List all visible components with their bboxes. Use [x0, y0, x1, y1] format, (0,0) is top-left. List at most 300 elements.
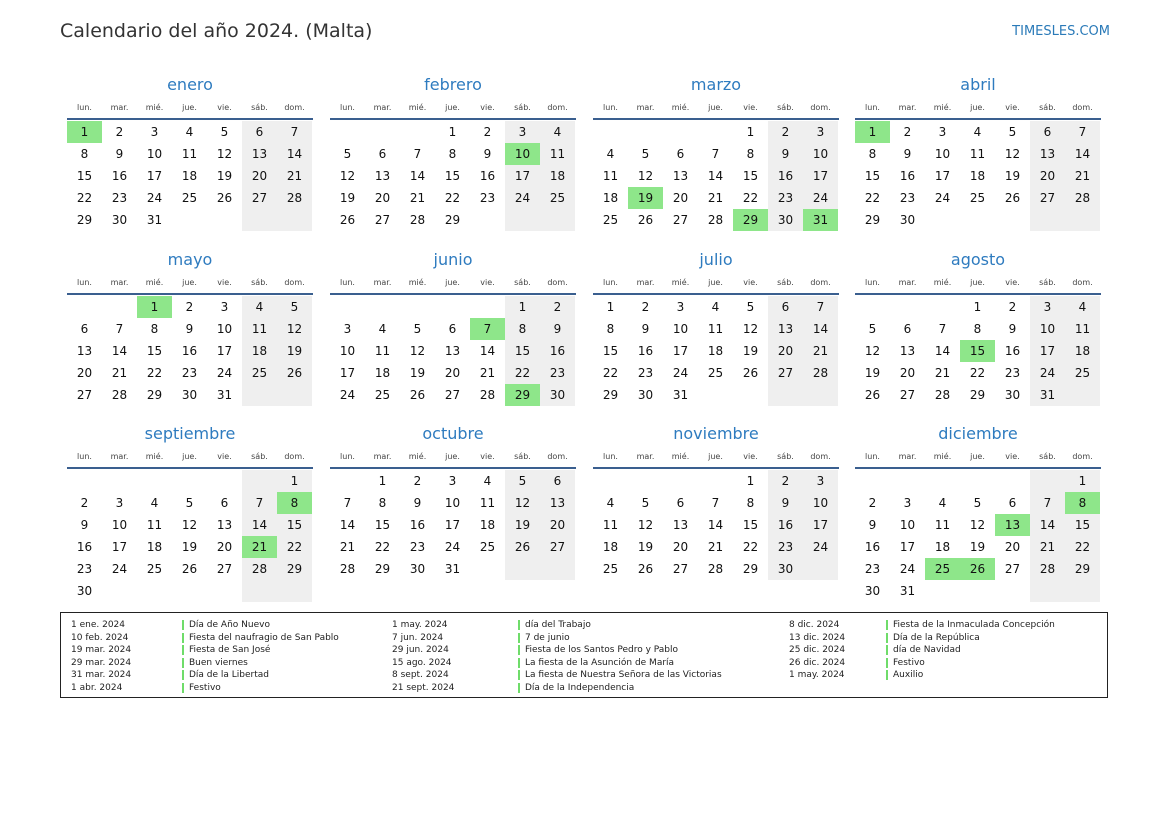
day-cell[interactable]: 9: [540, 318, 575, 340]
day-cell[interactable]: 25: [707, 366, 724, 380]
day-cell[interactable]: 5: [641, 147, 650, 161]
day-cell[interactable]: 14: [1065, 143, 1100, 165]
day-cell[interactable]: 11: [707, 322, 724, 336]
day-cell[interactable]: 6: [903, 322, 912, 336]
day-cell[interactable]: 10: [444, 496, 461, 510]
day-cell[interactable]: 4: [185, 125, 194, 139]
day-cell[interactable]: 22: [374, 540, 391, 554]
day-cell[interactable]: 17: [111, 540, 128, 554]
day-cell[interactable]: 22: [1065, 536, 1100, 558]
day-cell[interactable]: 18: [146, 540, 163, 554]
day-cell[interactable]: 27: [768, 362, 803, 384]
day-cell[interactable]: 6: [220, 496, 229, 510]
day-cell[interactable]: 2: [868, 496, 877, 510]
day-cell[interactable]: 8: [150, 322, 159, 336]
day-cell[interactable]: 23: [768, 187, 803, 209]
day-cell[interactable]: 25: [602, 562, 619, 576]
day-cell[interactable]: 17: [803, 514, 838, 536]
day-cell[interactable]: 12: [1004, 147, 1021, 161]
day-cell[interactable]: 7: [343, 496, 352, 510]
day-cell[interactable]: 13: [76, 344, 93, 358]
day-cell[interactable]: 27: [1004, 562, 1021, 576]
day-cell[interactable]: 6: [378, 147, 387, 161]
day-cell[interactable]: 8: [378, 496, 387, 510]
day-cell[interactable]: 29: [277, 558, 312, 580]
day-cell[interactable]: 8: [746, 147, 755, 161]
day-cell[interactable]: 2: [903, 125, 912, 139]
day-cell[interactable]: 13: [444, 344, 461, 358]
day-cell[interactable]: 6: [448, 322, 457, 336]
day-cell[interactable]: 27: [672, 562, 689, 576]
day-cell[interactable]: 7: [711, 147, 720, 161]
day-cell[interactable]: 28: [934, 388, 951, 402]
holiday-day-cell[interactable]: 21: [242, 536, 277, 558]
day-cell[interactable]: 30: [768, 209, 803, 231]
day-cell[interactable]: 24: [216, 366, 233, 380]
day-cell[interactable]: 3: [903, 496, 912, 510]
day-cell[interactable]: 23: [540, 362, 575, 384]
day-cell[interactable]: 2: [413, 474, 422, 488]
day-cell[interactable]: 29: [444, 213, 461, 227]
day-cell[interactable]: 12: [505, 492, 540, 514]
day-cell[interactable]: 22: [505, 362, 540, 384]
day-cell[interactable]: 17: [803, 165, 838, 187]
holiday-day-cell[interactable]: 8: [277, 492, 312, 514]
day-cell[interactable]: 3: [448, 474, 457, 488]
day-cell[interactable]: 23: [864, 562, 881, 576]
day-cell[interactable]: 10: [216, 322, 233, 336]
day-cell[interactable]: 2: [483, 125, 492, 139]
day-cell[interactable]: 30: [76, 584, 93, 598]
day-cell[interactable]: 28: [277, 187, 312, 209]
day-cell[interactable]: 30: [1004, 388, 1021, 402]
day-cell[interactable]: 15: [277, 514, 312, 536]
day-cell[interactable]: 13: [374, 169, 391, 183]
day-cell[interactable]: 25: [1065, 362, 1100, 384]
day-cell[interactable]: 7: [1030, 492, 1065, 514]
day-cell[interactable]: 16: [540, 340, 575, 362]
holiday-day-cell[interactable]: 1: [137, 296, 172, 318]
day-cell[interactable]: 13: [899, 344, 916, 358]
day-cell[interactable]: 17: [146, 169, 163, 183]
day-cell[interactable]: 4: [378, 322, 387, 336]
day-cell[interactable]: 26: [1004, 191, 1021, 205]
day-cell[interactable]: 8: [868, 147, 877, 161]
day-cell[interactable]: 7: [1065, 121, 1100, 143]
day-cell[interactable]: 13: [216, 518, 233, 532]
day-cell[interactable]: 31: [444, 562, 461, 576]
day-cell[interactable]: 27: [242, 187, 277, 209]
day-cell[interactable]: 8: [448, 147, 457, 161]
day-cell[interactable]: 19: [637, 540, 654, 554]
day-cell[interactable]: 20: [1004, 540, 1021, 554]
day-cell[interactable]: 24: [1030, 362, 1065, 384]
day-cell[interactable]: 20: [242, 165, 277, 187]
day-cell[interactable]: 9: [768, 492, 803, 514]
day-cell[interactable]: 19: [505, 514, 540, 536]
day-cell[interactable]: 27: [1030, 187, 1065, 209]
day-cell[interactable]: 13: [1030, 143, 1065, 165]
day-cell[interactable]: 5: [641, 496, 650, 510]
day-cell[interactable]: 1: [1065, 470, 1100, 492]
day-cell[interactable]: 15: [76, 169, 93, 183]
day-cell[interactable]: 23: [409, 540, 426, 554]
day-cell[interactable]: 28: [707, 562, 724, 576]
day-cell[interactable]: 16: [76, 540, 93, 554]
day-cell[interactable]: 28: [409, 213, 426, 227]
day-cell[interactable]: 5: [185, 496, 194, 510]
day-cell[interactable]: 14: [707, 518, 724, 532]
day-cell[interactable]: 25: [374, 388, 391, 402]
day-cell[interactable]: 19: [277, 340, 312, 362]
day-cell[interactable]: 19: [742, 344, 759, 358]
day-cell[interactable]: 9: [115, 147, 124, 161]
day-cell[interactable]: 28: [803, 362, 838, 384]
day-cell[interactable]: 7: [711, 496, 720, 510]
day-cell[interactable]: 27: [374, 213, 391, 227]
day-cell[interactable]: 3: [505, 121, 540, 143]
day-cell[interactable]: 19: [181, 540, 198, 554]
day-cell[interactable]: 1: [973, 300, 982, 314]
day-cell[interactable]: 13: [768, 318, 803, 340]
day-cell[interactable]: 18: [602, 191, 619, 205]
day-cell[interactable]: 12: [864, 344, 881, 358]
day-cell[interactable]: 12: [637, 169, 654, 183]
day-cell[interactable]: 21: [1065, 165, 1100, 187]
day-cell[interactable]: 23: [111, 191, 128, 205]
day-cell[interactable]: 1: [746, 474, 755, 488]
day-cell[interactable]: 5: [220, 125, 229, 139]
day-cell[interactable]: 14: [803, 318, 838, 340]
day-cell[interactable]: 17: [216, 344, 233, 358]
day-cell[interactable]: 12: [409, 344, 426, 358]
day-cell[interactable]: 8: [80, 147, 89, 161]
day-cell[interactable]: 11: [934, 518, 951, 532]
day-cell[interactable]: 17: [339, 366, 356, 380]
day-cell[interactable]: 15: [1065, 514, 1100, 536]
day-cell[interactable]: 4: [242, 296, 277, 318]
day-cell[interactable]: 5: [746, 300, 755, 314]
day-cell[interactable]: 9: [903, 147, 912, 161]
day-cell[interactable]: 15: [742, 169, 759, 183]
day-cell[interactable]: 22: [602, 366, 619, 380]
day-cell[interactable]: 15: [374, 518, 391, 532]
holiday-day-cell[interactable]: 25: [925, 558, 960, 580]
day-cell[interactable]: 3: [220, 300, 229, 314]
day-cell[interactable]: 7: [277, 121, 312, 143]
day-cell[interactable]: 27: [76, 388, 93, 402]
day-cell[interactable]: 18: [374, 366, 391, 380]
day-cell[interactable]: 25: [146, 562, 163, 576]
day-cell[interactable]: 19: [339, 191, 356, 205]
day-cell[interactable]: 24: [444, 540, 461, 554]
day-cell[interactable]: 28: [111, 388, 128, 402]
day-cell[interactable]: 12: [742, 322, 759, 336]
day-cell[interactable]: 11: [540, 143, 575, 165]
day-cell[interactable]: 20: [76, 366, 93, 380]
day-cell[interactable]: 3: [803, 121, 838, 143]
day-cell[interactable]: 1: [606, 300, 615, 314]
day-cell[interactable]: 13: [242, 143, 277, 165]
day-cell[interactable]: 14: [934, 344, 951, 358]
day-cell[interactable]: 24: [111, 562, 128, 576]
day-cell[interactable]: 30: [540, 384, 575, 406]
day-cell[interactable]: 29: [374, 562, 391, 576]
day-cell[interactable]: 14: [479, 344, 496, 358]
day-cell[interactable]: 31: [146, 213, 163, 227]
day-cell[interactable]: 10: [803, 143, 838, 165]
day-cell[interactable]: 2: [641, 300, 650, 314]
day-cell[interactable]: 28: [479, 388, 496, 402]
day-cell[interactable]: 4: [540, 121, 575, 143]
day-cell[interactable]: 10: [899, 518, 916, 532]
day-cell[interactable]: 11: [969, 147, 986, 161]
day-cell[interactable]: 22: [969, 366, 986, 380]
day-cell[interactable]: 28: [242, 558, 277, 580]
day-cell[interactable]: 31: [899, 584, 916, 598]
day-cell[interactable]: 30: [181, 388, 198, 402]
holiday-day-cell[interactable]: 29: [505, 384, 540, 406]
day-cell[interactable]: 2: [80, 496, 89, 510]
day-cell[interactable]: 24: [672, 366, 689, 380]
day-cell[interactable]: 11: [146, 518, 163, 532]
day-cell[interactable]: 8: [973, 322, 982, 336]
day-cell[interactable]: 1: [448, 125, 457, 139]
day-cell[interactable]: 24: [803, 536, 838, 558]
day-cell[interactable]: 1: [505, 296, 540, 318]
day-cell[interactable]: 31: [1030, 384, 1065, 406]
day-cell[interactable]: 11: [1065, 318, 1100, 340]
day-cell[interactable]: 22: [277, 536, 312, 558]
day-cell[interactable]: 5: [505, 470, 540, 492]
day-cell[interactable]: 17: [934, 169, 951, 183]
day-cell[interactable]: 14: [111, 344, 128, 358]
day-cell[interactable]: 21: [277, 165, 312, 187]
day-cell[interactable]: 8: [606, 322, 615, 336]
day-cell[interactable]: 20: [1030, 165, 1065, 187]
day-cell[interactable]: 5: [973, 496, 982, 510]
day-cell[interactable]: 23: [768, 536, 803, 558]
day-cell[interactable]: 25: [969, 191, 986, 205]
day-cell[interactable]: 9: [641, 322, 650, 336]
day-cell[interactable]: 17: [1030, 340, 1065, 362]
day-cell[interactable]: 10: [111, 518, 128, 532]
day-cell[interactable]: 26: [864, 388, 881, 402]
holiday-day-cell[interactable]: 26: [960, 558, 995, 580]
day-cell[interactable]: 6: [768, 296, 803, 318]
day-cell[interactable]: 4: [606, 496, 615, 510]
day-cell[interactable]: 22: [742, 191, 759, 205]
day-cell[interactable]: 2: [115, 125, 124, 139]
holiday-day-cell[interactable]: 7: [470, 318, 505, 340]
day-cell[interactable]: 3: [803, 470, 838, 492]
day-cell[interactable]: 20: [899, 366, 916, 380]
day-cell[interactable]: 6: [676, 496, 685, 510]
day-cell[interactable]: 23: [181, 366, 198, 380]
day-cell[interactable]: 15: [505, 340, 540, 362]
day-cell[interactable]: 27: [216, 562, 233, 576]
day-cell[interactable]: 18: [181, 169, 198, 183]
day-cell[interactable]: 14: [242, 514, 277, 536]
day-cell[interactable]: 14: [277, 143, 312, 165]
day-cell[interactable]: 19: [864, 366, 881, 380]
day-cell[interactable]: 13: [672, 169, 689, 183]
day-cell[interactable]: 26: [637, 213, 654, 227]
day-cell[interactable]: 11: [602, 518, 619, 532]
day-cell[interactable]: 20: [672, 540, 689, 554]
day-cell[interactable]: 9: [413, 496, 422, 510]
day-cell[interactable]: 11: [181, 147, 198, 161]
day-cell[interactable]: 2: [768, 470, 803, 492]
day-cell[interactable]: 20: [216, 540, 233, 554]
day-cell[interactable]: 26: [505, 536, 540, 558]
holiday-day-cell[interactable]: 1: [67, 121, 102, 143]
day-cell[interactable]: 28: [1030, 558, 1065, 580]
day-cell[interactable]: 22: [864, 191, 881, 205]
day-cell[interactable]: 16: [111, 169, 128, 183]
day-cell[interactable]: 7: [242, 492, 277, 514]
day-cell[interactable]: 9: [483, 147, 492, 161]
day-cell[interactable]: 21: [409, 191, 426, 205]
day-cell[interactable]: 21: [707, 191, 724, 205]
day-cell[interactable]: 8: [505, 318, 540, 340]
day-cell[interactable]: 1: [746, 125, 755, 139]
day-cell[interactable]: 6: [1030, 121, 1065, 143]
day-cell[interactable]: 29: [146, 388, 163, 402]
day-cell[interactable]: 10: [1030, 318, 1065, 340]
day-cell[interactable]: 20: [672, 191, 689, 205]
day-cell[interactable]: 26: [637, 562, 654, 576]
day-cell[interactable]: 21: [934, 366, 951, 380]
day-cell[interactable]: 23: [479, 191, 496, 205]
day-cell[interactable]: 4: [938, 496, 947, 510]
day-cell[interactable]: 18: [969, 169, 986, 183]
day-cell[interactable]: 5: [277, 296, 312, 318]
day-cell[interactable]: 9: [185, 322, 194, 336]
day-cell[interactable]: 16: [1004, 344, 1021, 358]
day-cell[interactable]: 16: [864, 540, 881, 554]
day-cell[interactable]: 1: [277, 470, 312, 492]
holiday-day-cell[interactable]: 8: [1065, 492, 1100, 514]
day-cell[interactable]: 13: [672, 518, 689, 532]
day-cell[interactable]: 3: [343, 322, 352, 336]
day-cell[interactable]: 16: [768, 165, 803, 187]
day-cell[interactable]: 12: [339, 169, 356, 183]
day-cell[interactable]: 29: [602, 388, 619, 402]
day-cell[interactable]: 27: [899, 388, 916, 402]
day-cell[interactable]: 10: [803, 492, 838, 514]
day-cell[interactable]: 11: [479, 496, 496, 510]
day-cell[interactable]: 5: [343, 147, 352, 161]
day-cell[interactable]: 25: [242, 362, 277, 384]
day-cell[interactable]: 16: [768, 514, 803, 536]
day-cell[interactable]: 9: [868, 518, 877, 532]
day-cell[interactable]: 2: [768, 121, 803, 143]
day-cell[interactable]: 21: [803, 340, 838, 362]
day-cell[interactable]: 28: [1065, 187, 1100, 209]
day-cell[interactable]: 1: [378, 474, 387, 488]
day-cell[interactable]: 10: [934, 147, 951, 161]
day-cell[interactable]: 15: [742, 518, 759, 532]
holiday-day-cell[interactable]: 19: [628, 187, 663, 209]
day-cell[interactable]: 15: [146, 344, 163, 358]
day-cell[interactable]: 30: [637, 388, 654, 402]
day-cell[interactable]: 19: [969, 540, 986, 554]
day-cell[interactable]: 25: [602, 213, 619, 227]
day-cell[interactable]: 18: [707, 344, 724, 358]
day-cell[interactable]: 3: [676, 300, 685, 314]
day-cell[interactable]: 22: [146, 366, 163, 380]
day-cell[interactable]: 29: [864, 213, 881, 227]
day-cell[interactable]: 20: [444, 366, 461, 380]
day-cell[interactable]: 11: [374, 344, 391, 358]
day-cell[interactable]: 19: [216, 169, 233, 183]
day-cell[interactable]: 13: [540, 492, 575, 514]
day-cell[interactable]: 6: [80, 322, 89, 336]
day-cell[interactable]: 16: [181, 344, 198, 358]
day-cell[interactable]: 4: [606, 147, 615, 161]
day-cell[interactable]: 21: [707, 540, 724, 554]
holiday-day-cell[interactable]: 13: [995, 514, 1030, 536]
day-cell[interactable]: 15: [444, 169, 461, 183]
day-cell[interactable]: 5: [1008, 125, 1017, 139]
day-cell[interactable]: 9: [768, 143, 803, 165]
day-cell[interactable]: 30: [409, 562, 426, 576]
day-cell[interactable]: 18: [1065, 340, 1100, 362]
holiday-day-cell[interactable]: 1: [855, 121, 890, 143]
day-cell[interactable]: 26: [216, 191, 233, 205]
day-cell[interactable]: 26: [409, 388, 426, 402]
day-cell[interactable]: 29: [969, 388, 986, 402]
day-cell[interactable]: 25: [181, 191, 198, 205]
day-cell[interactable]: 21: [111, 366, 128, 380]
day-cell[interactable]: 11: [602, 169, 619, 183]
day-cell[interactable]: 10: [672, 322, 689, 336]
day-cell[interactable]: 14: [707, 169, 724, 183]
day-cell[interactable]: 21: [1030, 536, 1065, 558]
day-cell[interactable]: 12: [969, 518, 986, 532]
day-cell[interactable]: 3: [938, 125, 947, 139]
day-cell[interactable]: 2: [185, 300, 194, 314]
day-cell[interactable]: 6: [1008, 496, 1017, 510]
day-cell[interactable]: 17: [672, 344, 689, 358]
day-cell[interactable]: 7: [115, 322, 124, 336]
day-cell[interactable]: 12: [277, 318, 312, 340]
day-cell[interactable]: 18: [934, 540, 951, 554]
day-cell[interactable]: 7: [413, 147, 422, 161]
day-cell[interactable]: 3: [115, 496, 124, 510]
day-cell[interactable]: 6: [540, 470, 575, 492]
day-cell[interactable]: 3: [150, 125, 159, 139]
day-cell[interactable]: 16: [409, 518, 426, 532]
day-cell[interactable]: 5: [868, 322, 877, 336]
day-cell[interactable]: 26: [277, 362, 312, 384]
day-cell[interactable]: 19: [1004, 169, 1021, 183]
day-cell[interactable]: 18: [602, 540, 619, 554]
day-cell[interactable]: 25: [479, 540, 496, 554]
day-cell[interactable]: 17: [899, 540, 916, 554]
site-link[interactable]: TIMESLES.COM: [1012, 24, 1110, 39]
day-cell[interactable]: 27: [672, 213, 689, 227]
day-cell[interactable]: 14: [409, 169, 426, 183]
holiday-day-cell[interactable]: 29: [733, 209, 768, 231]
day-cell[interactable]: 20: [768, 340, 803, 362]
day-cell[interactable]: 24: [339, 388, 356, 402]
holiday-day-cell[interactable]: 15: [960, 340, 995, 362]
day-cell[interactable]: 22: [742, 540, 759, 554]
day-cell[interactable]: 19: [409, 366, 426, 380]
day-cell[interactable]: 16: [479, 169, 496, 183]
